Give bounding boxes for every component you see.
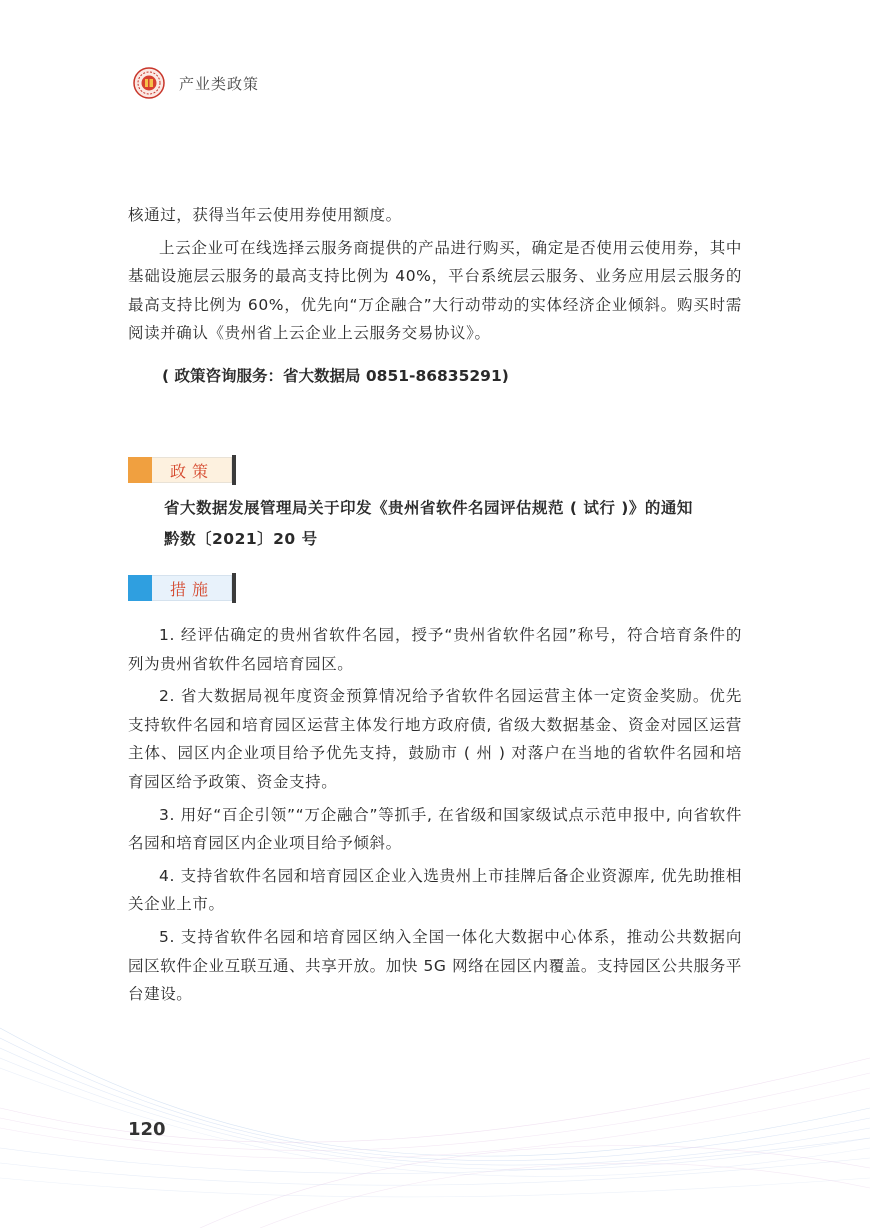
policy-document-number: 黔数〔2021〕20 号	[164, 529, 318, 548]
list-item: 5. 支持省软件名园和培育园区纳入全国一体化大数据中心体系，推动公共数据向园区软件企业互联互通、共享开放。加快 5G 网络在园区内覆盖。支持园区公共服务平台建设。	[128, 927, 742, 1004]
measures-tag-label: 措施	[170, 579, 215, 599]
consultation-line: ( 政策咨询服务：省大数据局 0851-86835291)	[162, 366, 509, 385]
list-item: 1. 经评估确定的贵州省软件名园，授予“贵州省软件名园”称号，符合培育条件的列为贵州省软件名园培育园区。	[128, 625, 742, 673]
policy-title-line1: 省大数据发展管理局关于印发《贵州省软件名园评估规范 ( 试行 )》的通知	[164, 498, 693, 517]
page-number: 120	[128, 1119, 166, 1140]
list-item: 3. 用好“百企引领”“万企融合”等抓手, 在省级和国家级试点示范申报中, 向省软件名园和培育园区内企业项目给予倾斜。	[128, 805, 742, 853]
paragraph-cloud-purchase: 上云企业可在线选择云服务商提供的产品进行购买，确定是否使用云使用券，其中基础设施层云服务的最高支持比例为 40%，平台系统层云服务、业务应用层云服务的最高支持比例为 60%，优先向“万企融合”大行动带动的实体经济企业倾斜。购买时需阅读并确认《贵州省上云企业上云服务交易协议》。	[128, 238, 742, 343]
page-header	[133, 66, 259, 100]
emblem-logo-icon	[133, 67, 165, 99]
policy-title	[128, 493, 742, 555]
list-item: 4. 支持省软件名园和培育园区企业入选贵州上市挂牌后备企业资源库, 优先助推相关企业上市。	[128, 866, 742, 914]
policy-tag	[128, 457, 236, 483]
measures-tag	[128, 575, 236, 601]
measures-list	[128, 621, 742, 1009]
paragraph-continued: 核通过，获得当年云使用券使用额度。	[128, 206, 402, 224]
main-content	[128, 201, 742, 1009]
header-title: 产业类政策	[179, 74, 260, 93]
list-item: 2. 省大数据局视年度资金预算情况给予省软件名园运营主体一定资金奖励。优先支持软件名园和培育园区运营主体发行地方政府债, 省级大数据基金、资金对园区运营主体、园区内企业项目给予优先支持，鼓励市 ( 州 ) 对落户在当地的省软件名园和培育园区给予政策、资金支持。	[128, 687, 742, 791]
policy-tag-label: 政策	[170, 461, 215, 481]
